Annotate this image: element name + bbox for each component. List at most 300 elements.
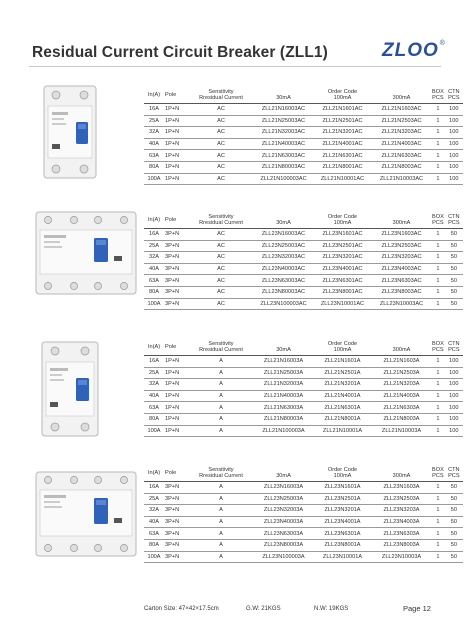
table-row — [144, 161, 463, 173]
cell-code-30ma: ZLL21N16003AC — [254, 104, 313, 116]
cell-in: 63A — [144, 275, 164, 287]
cell-ctn-pcs: 100 — [445, 413, 463, 425]
cell-code-30ma: ZLL23N25003A — [254, 493, 313, 505]
cell-pole: 1P+N — [164, 161, 188, 173]
col-ctn: CTN — [448, 89, 460, 95]
product-image-2p-ac — [40, 84, 150, 174]
cell-code-100ma: ZLL21N8001AC — [313, 161, 372, 173]
cell-code-100ma: ZLL23N1601A — [313, 482, 372, 494]
col-ctn: CTN — [448, 214, 460, 220]
cell-code-300ma: ZLL21N1603AC — [372, 104, 431, 116]
col-sensitivity: Sensitivity — [208, 467, 234, 473]
cell-code-100ma: ZLL23N3201A — [313, 505, 372, 517]
cell-code-30ma: ZLL21N80003A — [254, 413, 313, 425]
col-ctn: CTN — [448, 467, 460, 473]
col-box-pcs: PCS — [431, 220, 445, 229]
table-row — [144, 229, 463, 241]
cell-in: 80A — [144, 413, 164, 425]
col-order-code: Order Code — [327, 214, 358, 220]
cell-code-30ma: ZLL23N100003AC — [254, 298, 313, 310]
cell-box-pcs: 1 — [431, 104, 445, 116]
cell-code-30ma: ZLL23N32003AC — [254, 252, 313, 264]
col-box-pcs: PCS — [431, 473, 445, 482]
cell-sensitivity: AC — [188, 252, 254, 264]
cell-code-100ma: ZLL21N4001AC — [313, 138, 372, 150]
cell-ctn-pcs: 100 — [445, 367, 463, 379]
cell-code-300ma: ZLL23N8003A — [372, 539, 431, 551]
table-row — [144, 252, 463, 264]
col-sensitivity: Sensitivity — [208, 89, 234, 95]
product-image-2p-a — [38, 340, 148, 430]
cell-ctn-pcs: 50 — [445, 252, 463, 264]
table-row — [144, 539, 463, 551]
cell-in: 16A — [144, 356, 164, 368]
header-row — [144, 464, 463, 473]
table-row — [144, 413, 463, 425]
cell-pole: 1P+N — [164, 115, 188, 127]
spec-table — [144, 211, 463, 310]
cell-box-pcs: 1 — [431, 425, 445, 437]
table-row — [144, 138, 463, 150]
cell-code-100ma: ZLL21N4001A — [313, 390, 372, 402]
table-row — [144, 551, 463, 563]
cell-box-pcs: 1 — [431, 275, 445, 287]
cell-code-100ma: ZLL23N6301A — [313, 528, 372, 540]
cell-sensitivity: A — [188, 539, 254, 551]
cell-code-300ma: ZLL21N6303A — [372, 402, 431, 414]
cell-pole: 1P+N — [164, 367, 188, 379]
col-ctn-pcs: PCS — [445, 220, 463, 229]
cell-box-pcs: 1 — [431, 150, 445, 162]
cell-code-300ma: ZLL21N2503AC — [372, 115, 431, 127]
cell-ctn-pcs: 100 — [445, 390, 463, 402]
cell-sensitivity: A — [188, 482, 254, 494]
cell-in: 80A — [144, 161, 164, 173]
cell-ctn-pcs: 100 — [445, 104, 463, 116]
cell-in: 16A — [144, 104, 164, 116]
col-300ma: 300mA — [372, 347, 431, 356]
header-row — [144, 95, 463, 104]
cell-code-300ma: ZLL23N2503AC — [372, 240, 431, 252]
cell-pole: 1P+N — [164, 413, 188, 425]
cell-code-100ma: ZLL21N8001A — [313, 413, 372, 425]
col-in: In(A) — [144, 464, 164, 482]
table-row — [144, 298, 463, 310]
table-row — [144, 367, 463, 379]
cell-ctn-pcs: 100 — [445, 161, 463, 173]
cell-code-300ma: ZLL21N10003A — [372, 425, 431, 437]
cell-box-pcs: 1 — [431, 379, 445, 391]
cell-box-pcs: 1 — [431, 390, 445, 402]
cell-box-pcs: 1 — [431, 493, 445, 505]
cell-ctn-pcs: 50 — [445, 539, 463, 551]
cell-pole: 3P+N — [164, 528, 188, 540]
cell-code-100ma: ZLL21N3201AC — [313, 127, 372, 139]
cell-code-100ma: ZLL23N4001A — [313, 516, 372, 528]
cell-ctn-pcs: 100 — [445, 173, 463, 185]
spec-table — [144, 338, 463, 437]
col-box: BOX — [432, 341, 444, 347]
cell-sensitivity: AC — [188, 104, 254, 116]
cell-code-300ma: ZLL21N10003AC — [372, 173, 431, 185]
cell-sensitivity: AC — [188, 150, 254, 162]
cell-in: 32A — [144, 379, 164, 391]
cell-sensitivity: AC — [188, 286, 254, 298]
cell-code-300ma: ZLL23N10003AC — [372, 298, 431, 310]
cell-ctn-pcs: 50 — [445, 263, 463, 275]
cell-code-30ma: ZLL23N100003A — [254, 551, 313, 563]
carton-size: Carton Size: 47×42×17.5cm — [144, 606, 219, 612]
cell-code-300ma: ZLL21N1603A — [372, 356, 431, 368]
col-ctn: CTN — [448, 341, 460, 347]
col-residual-current: Rresidual Current — [188, 347, 254, 356]
cell-code-30ma: ZLL21N63003A — [254, 402, 313, 414]
cell-ctn-pcs: 50 — [445, 516, 463, 528]
cell-code-30ma: ZLL23N63003AC — [254, 275, 313, 287]
table-row — [144, 516, 463, 528]
cell-in: 25A — [144, 367, 164, 379]
cell-pole: 1P+N — [164, 104, 188, 116]
cell-box-pcs: 1 — [431, 528, 445, 540]
cell-code-100ma: ZLL23N3201AC — [313, 252, 372, 264]
cell-in: 32A — [144, 505, 164, 517]
cell-code-30ma: ZLL21N40003AC — [254, 138, 313, 150]
col-pole: Pole — [164, 338, 188, 356]
cell-pole: 3P+N — [164, 516, 188, 528]
cell-pole: 3P+N — [164, 252, 188, 264]
table-row — [144, 379, 463, 391]
cell-in: 25A — [144, 115, 164, 127]
cell-box-pcs: 1 — [431, 127, 445, 139]
cell-ctn-pcs: 50 — [445, 229, 463, 241]
cell-in: 80A — [144, 539, 164, 551]
cell-sensitivity: A — [188, 356, 254, 368]
cell-code-100ma: ZLL21N3201A — [313, 379, 372, 391]
col-ctn-pcs: PCS — [445, 347, 463, 356]
table-row — [144, 505, 463, 517]
col-pole: Pole — [164, 464, 188, 482]
cell-pole: 3P+N — [164, 539, 188, 551]
brand-name: ZLOO — [382, 40, 439, 61]
cell-sensitivity: A — [188, 516, 254, 528]
cell-code-300ma: ZLL23N3203AC — [372, 252, 431, 264]
cell-sensitivity: A — [188, 413, 254, 425]
cell-code-100ma: ZLL21N1601A — [313, 356, 372, 368]
col-30ma: 30mA — [254, 220, 313, 229]
table-row — [144, 104, 463, 116]
col-residual-current: Rresidual Current — [188, 473, 254, 482]
cell-code-300ma: ZLL21N2503A — [372, 367, 431, 379]
cell-sensitivity: A — [188, 528, 254, 540]
col-30ma: 30mA — [254, 95, 313, 104]
header-row — [144, 220, 463, 229]
cell-code-30ma: ZLL21N25003A — [254, 367, 313, 379]
cell-ctn-pcs: 50 — [445, 298, 463, 310]
cell-code-300ma: ZLL23N2503A — [372, 493, 431, 505]
cell-pole: 1P+N — [164, 390, 188, 402]
cell-code-30ma: ZLL23N40003AC — [254, 263, 313, 275]
cell-in: 63A — [144, 150, 164, 162]
col-box-pcs: PCS — [431, 347, 445, 356]
cell-code-300ma: ZLL23N10003A — [372, 551, 431, 563]
cell-sensitivity: A — [188, 425, 254, 437]
cell-in: 16A — [144, 229, 164, 241]
cell-sensitivity: A — [188, 379, 254, 391]
cell-pole: 1P+N — [164, 173, 188, 185]
cell-in: 40A — [144, 516, 164, 528]
cell-in: 63A — [144, 402, 164, 414]
cell-in: 40A — [144, 263, 164, 275]
cell-pole: 3P+N — [164, 286, 188, 298]
cell-code-300ma: ZLL21N4003A — [372, 390, 431, 402]
cell-pole: 1P+N — [164, 127, 188, 139]
col-box: BOX — [432, 214, 444, 220]
cell-pole: 3P+N — [164, 240, 188, 252]
cell-in: 100A — [144, 425, 164, 437]
col-pole: Pole — [164, 211, 188, 229]
cell-box-pcs: 1 — [431, 551, 445, 563]
cell-code-30ma: ZLL23N25003AC — [254, 240, 313, 252]
cell-code-300ma: ZLL23N1603AC — [372, 229, 431, 241]
cell-box-pcs: 1 — [431, 138, 445, 150]
col-100ma: 100mA — [313, 95, 372, 104]
cell-in: 63A — [144, 528, 164, 540]
cell-code-300ma: ZLL21N8003AC — [372, 161, 431, 173]
col-300ma: 300mA — [372, 220, 431, 229]
cell-sensitivity: AC — [188, 275, 254, 287]
cell-box-pcs: 1 — [431, 263, 445, 275]
col-30ma: 30mA — [254, 473, 313, 482]
table-row — [144, 127, 463, 139]
cell-box-pcs: 1 — [431, 240, 445, 252]
cell-code-100ma: ZLL23N4001AC — [313, 263, 372, 275]
cell-code-300ma: ZLL23N3203A — [372, 505, 431, 517]
col-in: In(A) — [144, 211, 164, 229]
col-300ma: 300mA — [372, 473, 431, 482]
cell-code-30ma: ZLL23N80003A — [254, 539, 313, 551]
cell-code-100ma: ZLL21N10001A — [313, 425, 372, 437]
cell-code-30ma: ZLL21N32003AC — [254, 127, 313, 139]
cell-code-30ma: ZLL21N100003AC — [254, 173, 313, 185]
brand-logo — [382, 40, 446, 62]
registered-mark: ® — [439, 40, 446, 47]
cell-code-100ma: ZLL21N2501AC — [313, 115, 372, 127]
cell-pole: 3P+N — [164, 275, 188, 287]
cell-pole: 1P+N — [164, 356, 188, 368]
cell-code-100ma: ZLL23N10001AC — [313, 298, 372, 310]
cell-sensitivity: A — [188, 402, 254, 414]
cell-sensitivity: AC — [188, 127, 254, 139]
cell-pole: 1P+N — [164, 150, 188, 162]
col-residual-current: Rresidual Current — [188, 95, 254, 104]
table-row — [144, 425, 463, 437]
cell-ctn-pcs: 100 — [445, 379, 463, 391]
cell-ctn-pcs: 100 — [445, 150, 463, 162]
page-number: Page 12 — [403, 604, 431, 613]
cell-code-30ma: ZLL23N16003A — [254, 482, 313, 494]
cell-sensitivity: A — [188, 367, 254, 379]
cell-box-pcs: 1 — [431, 539, 445, 551]
cell-code-100ma: ZLL23N8001AC — [313, 286, 372, 298]
cell-in: 80A — [144, 286, 164, 298]
header-row — [144, 211, 463, 220]
col-order-code: Order Code — [327, 341, 358, 347]
cell-sensitivity: A — [188, 505, 254, 517]
cell-in: 25A — [144, 240, 164, 252]
cell-code-300ma: ZLL21N3203AC — [372, 127, 431, 139]
header-row — [144, 86, 463, 95]
cell-code-30ma: ZLL23N80003AC — [254, 286, 313, 298]
header-row — [144, 338, 463, 347]
cell-ctn-pcs: 50 — [445, 275, 463, 287]
table-row — [144, 240, 463, 252]
cell-ctn-pcs: 100 — [445, 402, 463, 414]
cell-code-300ma: ZLL23N1603A — [372, 482, 431, 494]
cell-in: 32A — [144, 127, 164, 139]
cell-code-300ma: ZLL21N6303AC — [372, 150, 431, 162]
cell-sensitivity: AC — [188, 138, 254, 150]
cell-code-30ma: ZLL23N40003A — [254, 516, 313, 528]
cell-sensitivity: AC — [188, 115, 254, 127]
cell-code-100ma: ZLL21N6301A — [313, 402, 372, 414]
cell-code-100ma: ZLL23N2501AC — [313, 240, 372, 252]
cell-box-pcs: 1 — [431, 286, 445, 298]
cell-pole: 3P+N — [164, 298, 188, 310]
cell-code-100ma: ZLL23N8001A — [313, 539, 372, 551]
cell-code-30ma: ZLL21N100003A — [254, 425, 313, 437]
table-row — [144, 482, 463, 494]
cell-sensitivity: AC — [188, 240, 254, 252]
col-order-code: Order Code — [327, 467, 358, 473]
cell-ctn-pcs: 50 — [445, 493, 463, 505]
cell-sensitivity: A — [188, 493, 254, 505]
table-row — [144, 286, 463, 298]
table-row — [144, 493, 463, 505]
net-weight: N.W: 19KGS — [314, 606, 349, 612]
cell-in: 40A — [144, 138, 164, 150]
cell-box-pcs: 1 — [431, 505, 445, 517]
cell-pole: 3P+N — [164, 493, 188, 505]
table-row — [144, 402, 463, 414]
cell-pole: 1P+N — [164, 402, 188, 414]
cell-sensitivity: AC — [188, 263, 254, 275]
cell-code-300ma: ZLL23N4003A — [372, 516, 431, 528]
cell-ctn-pcs: 100 — [445, 138, 463, 150]
cell-pole: 3P+N — [164, 482, 188, 494]
col-100ma: 100mA — [313, 220, 372, 229]
cell-ctn-pcs: 50 — [445, 286, 463, 298]
cell-pole: 1P+N — [164, 138, 188, 150]
cell-pole: 3P+N — [164, 229, 188, 241]
col-ctn-pcs: PCS — [445, 95, 463, 104]
header-row — [144, 347, 463, 356]
cell-code-30ma: ZLL23N32003A — [254, 505, 313, 517]
cell-sensitivity: A — [188, 390, 254, 402]
cell-pole: 3P+N — [164, 551, 188, 563]
table-row — [144, 150, 463, 162]
cell-box-pcs: 1 — [431, 298, 445, 310]
cell-box-pcs: 1 — [431, 229, 445, 241]
table-row — [144, 263, 463, 275]
table-row — [144, 356, 463, 368]
cell-box-pcs: 1 — [431, 402, 445, 414]
cell-in: 100A — [144, 298, 164, 310]
cell-ctn-pcs: 50 — [445, 505, 463, 517]
table-row — [144, 275, 463, 287]
cell-code-300ma: ZLL23N4003AC — [372, 263, 431, 275]
cell-ctn-pcs: 100 — [445, 356, 463, 368]
col-box: BOX — [432, 89, 444, 95]
col-300ma: 300mA — [372, 95, 431, 104]
cell-box-pcs: 1 — [431, 367, 445, 379]
cell-pole: 3P+N — [164, 263, 188, 275]
cell-code-100ma: ZLL23N6301AC — [313, 275, 372, 287]
cell-ctn-pcs: 100 — [445, 425, 463, 437]
product-image-4p-a — [34, 470, 144, 560]
cell-code-100ma: ZLL21N6301AC — [313, 150, 372, 162]
cell-sensitivity: AC — [188, 161, 254, 173]
cell-box-pcs: 1 — [431, 516, 445, 528]
cell-code-100ma: ZLL23N10001A — [313, 551, 372, 563]
col-box: BOX — [432, 467, 444, 473]
cell-code-300ma: ZLL21N3203A — [372, 379, 431, 391]
col-ctn-pcs: PCS — [445, 473, 463, 482]
cell-code-30ma: ZLL21N80003AC — [254, 161, 313, 173]
cell-in: 40A — [144, 390, 164, 402]
cell-code-100ma: ZLL23N2501A — [313, 493, 372, 505]
col-sensitivity: Sensitivity — [208, 214, 234, 220]
col-in: In(A) — [144, 86, 164, 104]
cell-box-pcs: 1 — [431, 413, 445, 425]
cell-ctn-pcs: 50 — [445, 482, 463, 494]
cell-code-30ma: ZLL21N32003A — [254, 379, 313, 391]
cell-box-pcs: 1 — [431, 356, 445, 368]
cell-sensitivity: A — [188, 551, 254, 563]
product-image-4p-ac — [34, 210, 144, 300]
title-divider — [29, 66, 441, 67]
cell-box-pcs: 1 — [431, 482, 445, 494]
cell-ctn-pcs: 50 — [445, 240, 463, 252]
cell-ctn-pcs: 100 — [445, 115, 463, 127]
col-sensitivity: Sensitivity — [208, 341, 234, 347]
cell-ctn-pcs: 50 — [445, 551, 463, 563]
cell-ctn-pcs: 100 — [445, 127, 463, 139]
cell-code-30ma: ZLL23N16003AC — [254, 229, 313, 241]
cell-code-30ma: ZLL21N40003A — [254, 390, 313, 402]
table-row — [144, 528, 463, 540]
cell-box-pcs: 1 — [431, 115, 445, 127]
col-pole: Pole — [164, 86, 188, 104]
cell-code-300ma: ZLL23N6303A — [372, 528, 431, 540]
cell-ctn-pcs: 50 — [445, 528, 463, 540]
cell-in: 100A — [144, 173, 164, 185]
gross-weight: G.W: 21KGS — [246, 606, 281, 612]
table-row — [144, 115, 463, 127]
cell-pole: 1P+N — [164, 425, 188, 437]
header-row — [144, 473, 463, 482]
cell-code-300ma: ZLL21N8003A — [372, 413, 431, 425]
col-order-code: Order Code — [327, 89, 358, 95]
cell-code-30ma: ZLL21N63003AC — [254, 150, 313, 162]
cell-code-30ma: ZLL21N16003A — [254, 356, 313, 368]
col-30ma: 30mA — [254, 347, 313, 356]
cell-box-pcs: 1 — [431, 252, 445, 264]
cell-box-pcs: 1 — [431, 173, 445, 185]
cell-pole: 3P+N — [164, 505, 188, 517]
cell-box-pcs: 1 — [431, 161, 445, 173]
cell-code-100ma: ZLL21N1601AC — [313, 104, 372, 116]
col-in: In(A) — [144, 338, 164, 356]
